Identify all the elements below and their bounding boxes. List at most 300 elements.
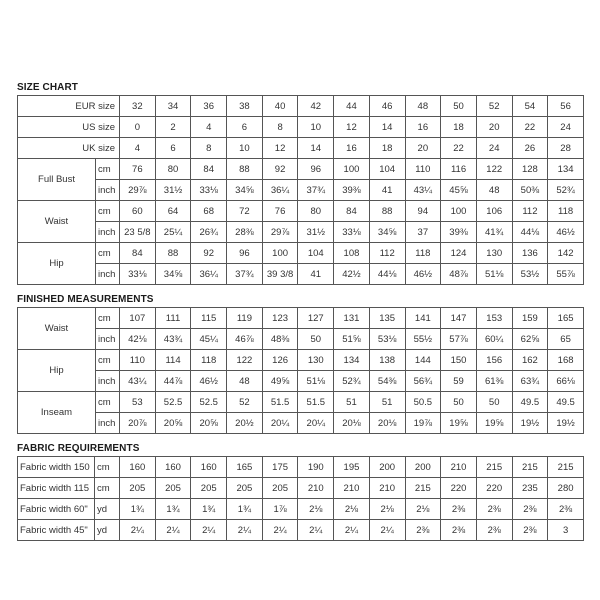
table-cell: 44⅛: [512, 222, 548, 243]
table-cell: 124: [441, 243, 477, 264]
table-cell: 10: [298, 117, 334, 138]
table-cell: 65: [548, 329, 584, 350]
table-cell: 76: [262, 201, 298, 222]
table-cell: 55½: [405, 329, 441, 350]
table-cell: 52¾: [548, 180, 584, 201]
table-row: [18, 264, 584, 285]
table-cell: 19⅝: [476, 413, 512, 434]
table-cell: 138: [369, 350, 405, 371]
table-cell: 100: [441, 201, 477, 222]
table-cell: 131: [334, 308, 370, 329]
table-cell: 36¼: [262, 180, 298, 201]
table-cell: 6: [155, 138, 191, 159]
table-cell: 43¼: [120, 371, 156, 392]
table-cell: 160: [191, 457, 227, 478]
table-cell: 25¼: [155, 222, 191, 243]
table-cell: 2¼: [334, 520, 370, 541]
measurement-label: Full Bust: [18, 159, 96, 201]
table-cell: 48: [476, 180, 512, 201]
table-cell: 94: [405, 201, 441, 222]
table-cell: 142: [548, 243, 584, 264]
table-cell: 210: [334, 478, 370, 499]
table-cell: 56¾: [405, 371, 441, 392]
unit-label: cm: [95, 478, 120, 499]
table-cell: 68: [191, 201, 227, 222]
table-cell: 119: [227, 308, 263, 329]
measurement-label: Waist: [18, 308, 96, 350]
table-cell: 235: [512, 478, 548, 499]
table-cell: 100: [262, 243, 298, 264]
table-cell: 33⅛: [191, 180, 227, 201]
table-cell: 136: [512, 243, 548, 264]
table-cell: 150: [441, 350, 477, 371]
table-cell: 45¼: [191, 329, 227, 350]
table-cell: 118: [191, 350, 227, 371]
table-cell: 96: [298, 159, 334, 180]
fabric-requirements-table: [17, 456, 584, 541]
table-cell: 168: [548, 350, 584, 371]
table-cell: 33⅛: [334, 222, 370, 243]
table-cell: 108: [334, 243, 370, 264]
table-cell: 165: [548, 308, 584, 329]
table-cell: 44⅛: [369, 264, 405, 285]
table-cell: 135: [369, 308, 405, 329]
table-cell: 122: [227, 350, 263, 371]
table-cell: 20¼: [298, 413, 334, 434]
table-cell: 49.5: [548, 392, 584, 413]
unit-label: cm: [96, 350, 120, 371]
unit-label: inch: [96, 371, 120, 392]
table-cell: 2⅜: [405, 520, 441, 541]
table-cell: 29⅞: [120, 180, 156, 201]
table-cell: 48⅞: [441, 264, 477, 285]
table-cell: 159: [512, 308, 548, 329]
measurement-label: Hip: [18, 243, 96, 285]
table-cell: 46½: [191, 371, 227, 392]
table-cell: 195: [334, 457, 370, 478]
table-cell: 46½: [548, 222, 584, 243]
fabric-width-label: Fabric width 115: [18, 478, 95, 499]
table-cell: 39⅜: [441, 222, 477, 243]
table-cell: 34: [155, 96, 191, 117]
size-label: UK size: [18, 138, 120, 159]
table-cell: 72: [227, 201, 263, 222]
table-cell: 60¼: [476, 329, 512, 350]
table-cell: 50: [441, 96, 477, 117]
table-cell: 46: [369, 96, 405, 117]
table-cell: 80: [155, 159, 191, 180]
unit-label: inch: [96, 222, 120, 243]
table-row: [18, 243, 584, 264]
table-cell: 54⅜: [369, 371, 405, 392]
table-row: [18, 96, 584, 117]
table-cell: 162: [512, 350, 548, 371]
table-cell: 49⅝: [262, 371, 298, 392]
table-cell: 160: [120, 457, 156, 478]
unit-label: cm: [96, 159, 120, 180]
finished-measurements-table: [17, 307, 584, 434]
table-cell: 2⅜: [548, 499, 584, 520]
table-cell: 2⅜: [476, 520, 512, 541]
table-cell: 215: [512, 457, 548, 478]
table-cell: 1¾: [120, 499, 156, 520]
table-cell: 18: [369, 138, 405, 159]
table-cell: 52.5: [155, 392, 191, 413]
table-cell: 55⅞: [548, 264, 584, 285]
table-cell: 4: [191, 117, 227, 138]
size-chart-document: [17, 80, 583, 541]
table-cell: 8: [191, 138, 227, 159]
table-cell: 10: [227, 138, 263, 159]
table-cell: 52.5: [191, 392, 227, 413]
table-cell: 2⅜: [441, 520, 477, 541]
table-cell: 2⅜: [476, 499, 512, 520]
table-cell: 24: [548, 117, 584, 138]
fabric-width-label: Fabric width 60": [18, 499, 95, 520]
table-cell: 45⅝: [441, 180, 477, 201]
table-cell: 2¼: [369, 520, 405, 541]
table-cell: 128: [512, 159, 548, 180]
table-cell: 3: [548, 520, 584, 541]
table-cell: 62⅝: [512, 329, 548, 350]
table-cell: 51⅛: [476, 264, 512, 285]
table-cell: 2: [155, 117, 191, 138]
table-cell: 64: [155, 201, 191, 222]
table-cell: 2¼: [227, 520, 263, 541]
table-cell: 12: [334, 117, 370, 138]
table-cell: 39⅜: [334, 180, 370, 201]
table-row: [18, 392, 584, 413]
table-cell: 44⅞: [155, 371, 191, 392]
table-cell: 104: [298, 243, 334, 264]
table-cell: 200: [369, 457, 405, 478]
table-cell: 126: [262, 350, 298, 371]
table-cell: 16: [405, 117, 441, 138]
unit-label: inch: [96, 329, 120, 350]
table-cell: 84: [191, 159, 227, 180]
table-cell: 141: [405, 308, 441, 329]
table-cell: 210: [369, 478, 405, 499]
table-cell: 51⅛: [298, 371, 334, 392]
table-cell: 205: [120, 478, 156, 499]
table-cell: 53⅛: [369, 329, 405, 350]
table-cell: 84: [120, 243, 156, 264]
table-row: [18, 180, 584, 201]
table-cell: 20: [476, 117, 512, 138]
table-cell: 66⅛: [548, 371, 584, 392]
table-cell: 57⅞: [441, 329, 477, 350]
table-cell: 0: [120, 117, 156, 138]
table-cell: 63¾: [512, 371, 548, 392]
table-cell: 215: [405, 478, 441, 499]
table-cell: 80: [298, 201, 334, 222]
table-row: [18, 138, 584, 159]
table-cell: 20⅝: [155, 413, 191, 434]
table-row: [18, 457, 584, 478]
table-cell: 43¾: [155, 329, 191, 350]
table-cell: 44: [334, 96, 370, 117]
table-cell: 2⅛: [298, 499, 334, 520]
table-cell: 92: [262, 159, 298, 180]
table-cell: 23 5/8: [120, 222, 156, 243]
table-cell: 130: [298, 350, 334, 371]
table-cell: 205: [262, 478, 298, 499]
table-cell: 52: [476, 96, 512, 117]
table-cell: 42⅛: [120, 329, 156, 350]
table-cell: 1¾: [155, 499, 191, 520]
table-cell: 41: [369, 180, 405, 201]
table-cell: 53½: [512, 264, 548, 285]
table-cell: 130: [476, 243, 512, 264]
table-cell: 59: [441, 371, 477, 392]
table-cell: 2¼: [298, 520, 334, 541]
table-cell: 110: [405, 159, 441, 180]
table-cell: 19½: [548, 413, 584, 434]
table-cell: 116: [441, 159, 477, 180]
table-cell: 32: [120, 96, 156, 117]
table-cell: 40: [262, 96, 298, 117]
unit-label: cm: [95, 457, 120, 478]
table-cell: 42: [298, 96, 334, 117]
table-cell: 12: [262, 138, 298, 159]
table-row: [18, 371, 584, 392]
unit-label: yd: [95, 520, 120, 541]
size-label: US size: [18, 117, 120, 138]
table-cell: 50: [298, 329, 334, 350]
table-cell: 52: [227, 392, 263, 413]
fabric-width-label: Fabric width 150: [18, 457, 95, 478]
table-cell: 2⅛: [369, 499, 405, 520]
table-cell: 100: [334, 159, 370, 180]
section-title-finished-measurements: FINISHED MEASUREMENTS: [17, 294, 154, 305]
table-cell: 20: [405, 138, 441, 159]
table-cell: 51⅝: [334, 329, 370, 350]
table-row: [18, 117, 584, 138]
table-cell: 39 3/8: [262, 264, 298, 285]
unit-label: inch: [96, 264, 120, 285]
table-cell: 153: [476, 308, 512, 329]
table-cell: 26: [512, 138, 548, 159]
table-cell: 34⅝: [369, 222, 405, 243]
table-cell: 28⅜: [227, 222, 263, 243]
table-cell: 165: [227, 457, 263, 478]
table-cell: 56: [548, 96, 584, 117]
table-cell: 34⅝: [227, 180, 263, 201]
table-cell: 20⅛: [334, 413, 370, 434]
table-cell: 36¼: [191, 264, 227, 285]
table-cell: 24: [476, 138, 512, 159]
table-cell: 220: [441, 478, 477, 499]
table-cell: 111: [155, 308, 191, 329]
table-cell: 41¾: [476, 222, 512, 243]
unit-label: cm: [96, 243, 120, 264]
table-cell: 2⅜: [512, 499, 548, 520]
table-cell: 2¼: [191, 520, 227, 541]
table-row: [18, 350, 584, 371]
table-cell: 50: [476, 392, 512, 413]
table-cell: 112: [512, 201, 548, 222]
table-cell: 54: [512, 96, 548, 117]
table-cell: 60: [120, 201, 156, 222]
measurement-label: Hip: [18, 350, 96, 392]
size-chart-table: [17, 95, 584, 285]
table-cell: 18: [441, 117, 477, 138]
table-cell: 1¾: [227, 499, 263, 520]
table-cell: 123: [262, 308, 298, 329]
table-cell: 19½: [512, 413, 548, 434]
fabric-width-label: Fabric width 45": [18, 520, 95, 541]
table-cell: 48: [405, 96, 441, 117]
table-cell: 51.5: [262, 392, 298, 413]
table-cell: 190: [298, 457, 334, 478]
table-cell: 42½: [334, 264, 370, 285]
table-cell: 106: [476, 201, 512, 222]
table-cell: 22: [441, 138, 477, 159]
table-cell: 88: [227, 159, 263, 180]
table-cell: 50⅜: [512, 180, 548, 201]
table-cell: 122: [476, 159, 512, 180]
unit-label: cm: [96, 308, 120, 329]
table-cell: 37¾: [298, 180, 334, 201]
table-cell: 29⅞: [262, 222, 298, 243]
table-cell: 41: [298, 264, 334, 285]
table-row: [18, 499, 584, 520]
table-cell: 2¼: [120, 520, 156, 541]
unit-label: cm: [96, 201, 120, 222]
table-cell: 134: [334, 350, 370, 371]
table-cell: 210: [441, 457, 477, 478]
table-cell: 200: [405, 457, 441, 478]
table-cell: 2⅛: [334, 499, 370, 520]
table-cell: 20⅞: [120, 413, 156, 434]
table-cell: 2¼: [262, 520, 298, 541]
unit-label: inch: [96, 413, 120, 434]
table-cell: 205: [155, 478, 191, 499]
table-cell: 144: [405, 350, 441, 371]
table-cell: 2⅛: [405, 499, 441, 520]
size-label: EUR size: [18, 96, 120, 117]
table-cell: 37¾: [227, 264, 263, 285]
table-cell: 51: [369, 392, 405, 413]
table-cell: 210: [298, 478, 334, 499]
unit-label: yd: [95, 499, 120, 520]
table-cell: 2⅜: [512, 520, 548, 541]
table-cell: 205: [227, 478, 263, 499]
table-cell: 33⅛: [120, 264, 156, 285]
table-cell: 14: [369, 117, 405, 138]
table-cell: 84: [334, 201, 370, 222]
table-row: [18, 222, 584, 243]
table-cell: 134: [548, 159, 584, 180]
table-cell: 2¼: [155, 520, 191, 541]
table-row: [18, 159, 584, 180]
table-cell: 175: [262, 457, 298, 478]
table-row: [18, 413, 584, 434]
table-cell: 215: [476, 457, 512, 478]
table-cell: 20⅝: [191, 413, 227, 434]
table-cell: 156: [476, 350, 512, 371]
table-cell: 38: [227, 96, 263, 117]
table-cell: 88: [369, 201, 405, 222]
table-cell: 20⅛: [369, 413, 405, 434]
table-cell: 8: [262, 117, 298, 138]
table-cell: 127: [298, 308, 334, 329]
table-cell: 19⅝: [441, 413, 477, 434]
table-cell: 76: [120, 159, 156, 180]
table-cell: 205: [191, 478, 227, 499]
table-cell: 31½: [155, 180, 191, 201]
table-cell: 20¼: [262, 413, 298, 434]
table-cell: 114: [155, 350, 191, 371]
table-cell: 220: [476, 478, 512, 499]
table-cell: 51.5: [298, 392, 334, 413]
table-cell: 48⅜: [262, 329, 298, 350]
unit-label: inch: [96, 180, 120, 201]
table-row: [18, 201, 584, 222]
table-cell: 1¾: [191, 499, 227, 520]
table-cell: 36: [191, 96, 227, 117]
measurement-label: Waist: [18, 201, 96, 243]
table-cell: 112: [369, 243, 405, 264]
table-cell: 110: [120, 350, 156, 371]
table-row: [18, 478, 584, 499]
table-cell: 34⅝: [155, 264, 191, 285]
section-title-fabric-requirements: FABRIC REQUIREMENTS: [17, 443, 140, 454]
table-cell: 50: [441, 392, 477, 413]
table-cell: 16: [334, 138, 370, 159]
unit-label: cm: [96, 392, 120, 413]
table-cell: 118: [405, 243, 441, 264]
table-cell: 53: [120, 392, 156, 413]
table-cell: 88: [155, 243, 191, 264]
table-cell: 160: [155, 457, 191, 478]
table-cell: 20½: [227, 413, 263, 434]
table-cell: 107: [120, 308, 156, 329]
table-cell: 19⅞: [405, 413, 441, 434]
table-cell: 96: [227, 243, 263, 264]
table-cell: 37: [405, 222, 441, 243]
table-cell: 14: [298, 138, 334, 159]
table-cell: 48: [227, 371, 263, 392]
measurement-label: Inseam: [18, 392, 96, 434]
table-cell: 115: [191, 308, 227, 329]
table-cell: 215: [548, 457, 584, 478]
section-title-size-chart: SIZE CHART: [17, 82, 78, 93]
table-row: [18, 329, 584, 350]
table-cell: 1⅞: [262, 499, 298, 520]
table-row: [18, 520, 584, 541]
table-cell: 46½: [405, 264, 441, 285]
table-cell: 280: [548, 478, 584, 499]
table-cell: 52¾: [334, 371, 370, 392]
table-cell: 4: [120, 138, 156, 159]
table-cell: 43¼: [405, 180, 441, 201]
table-cell: 46⅞: [227, 329, 263, 350]
table-cell: 22: [512, 117, 548, 138]
table-cell: 118: [548, 201, 584, 222]
table-cell: 104: [369, 159, 405, 180]
table-cell: 49.5: [512, 392, 548, 413]
table-cell: 51: [334, 392, 370, 413]
table-cell: 28: [548, 138, 584, 159]
table-cell: 92: [191, 243, 227, 264]
table-cell: 26¾: [191, 222, 227, 243]
table-cell: 50.5: [405, 392, 441, 413]
table-cell: 31½: [298, 222, 334, 243]
table-cell: 2⅜: [441, 499, 477, 520]
table-cell: 61⅜: [476, 371, 512, 392]
table-row: [18, 308, 584, 329]
